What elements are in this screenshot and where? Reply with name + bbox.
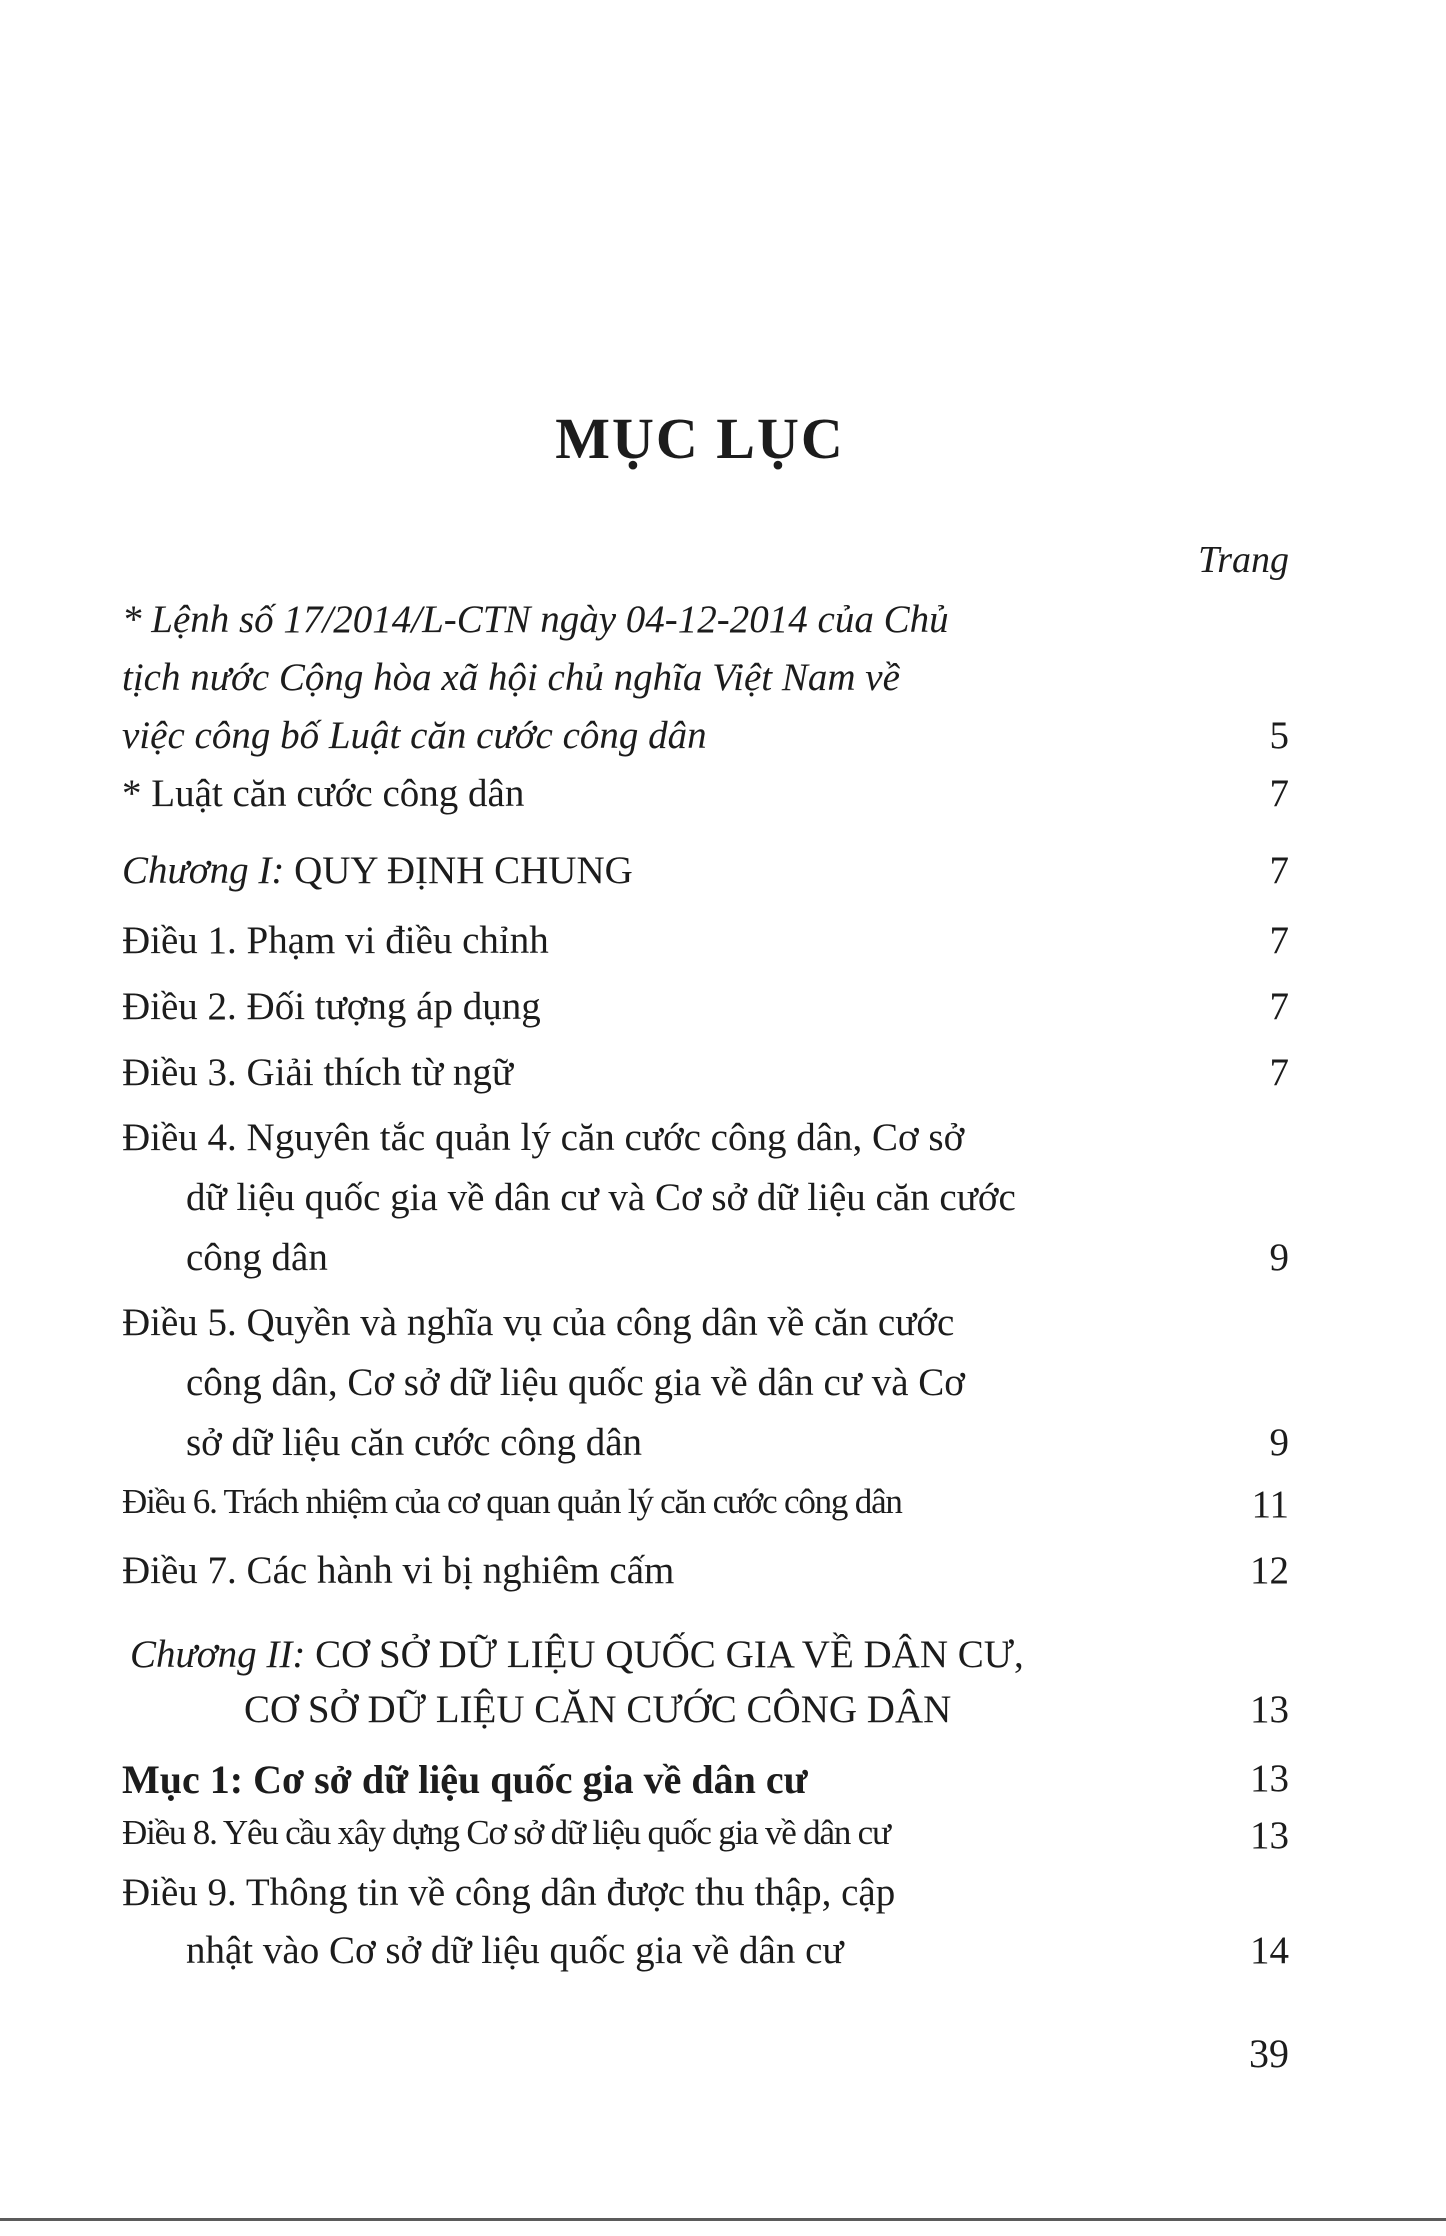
chapter-title: QUY ĐỊNH CHUNG: [284, 849, 633, 892]
toc-entry-article-4: [122, 1115, 1289, 1295]
toc-entry-page: 7: [1269, 919, 1289, 962]
toc-entry-line: việc công bố Luật căn cước công dân: [122, 714, 707, 757]
chapter-title-line: CƠ SỞ DỮ LIỆU CĂN CƯỚC CÔNG DÂN: [244, 1688, 952, 1731]
chapter-label: Chương I:: [122, 849, 285, 892]
toc-entry-article-5: [122, 1300, 1289, 1480]
toc-entry-text: Mục 1: Cơ sở dữ liệu quốc gia về dân cư: [122, 1757, 808, 1802]
toc-entry-page: 7: [1269, 849, 1289, 892]
toc-entry-page: 7: [1269, 1051, 1289, 1094]
toc-entry-line: công dân, Cơ sở dữ liệu quốc gia về dân cư và Cơ: [186, 1361, 965, 1404]
toc-entry-line: nhật vào Cơ sở dữ liệu quốc gia về dân cư: [186, 1929, 844, 1972]
toc-entry-text: Luật căn cước công dân: [151, 772, 525, 815]
toc-entry-article-6: [122, 1482, 1289, 1532]
page-title: MỤC LỤC: [555, 406, 845, 471]
toc-entry-line: Điều 9. Thông tin về công dân được thu thập, cập: [122, 1871, 896, 1914]
page-column-label: Trang: [1198, 539, 1289, 581]
toc-entry-page: 9: [1269, 1421, 1289, 1464]
toc-entry-article-7: [122, 1548, 1289, 1598]
toc-entry-page: 12: [1250, 1549, 1289, 1592]
chapter-label: Chương II:: [130, 1633, 306, 1676]
toc-entry-text: Điều 3. Giải thích từ ngữ: [122, 1051, 514, 1094]
page-number: 39: [1249, 2031, 1289, 2076]
toc-entry-text: Điều 8. Yêu cầu xây dựng Cơ sở dữ liệu quốc gia về dân cư: [122, 1813, 890, 1852]
toc-entry-text: Điều 6. Trách nhiệm của cơ quan quản lý căn cước công dân: [122, 1482, 902, 1521]
toc-section-1: [122, 1756, 1289, 1806]
page-bottom-edge: [0, 2218, 1446, 2221]
toc-entry-order: [122, 597, 1289, 767]
toc-entry-line: * Lệnh số 17/2014/L-CTN ngày 04-12-2014 của Chủ: [122, 598, 949, 641]
toc-entry-line: Điều 4. Nguyên tắc quản lý căn cước công dân, Cơ sở: [122, 1116, 965, 1159]
toc-entry-text: Điều 1. Phạm vi điều chỉnh: [122, 919, 549, 962]
toc-entry-line: tịch nước Cộng hòa xã hội chủ nghĩa Việt Nam về: [122, 656, 900, 699]
chapter-title-line: CƠ SỞ DỮ LIỆU QUỐC GIA VỀ DÂN CƯ,: [305, 1633, 1024, 1676]
toc-chapter-1: [122, 848, 1289, 898]
toc-entry-article-3: [122, 1050, 1289, 1100]
toc-entry-page: 7: [1269, 772, 1289, 815]
toc-entry-page: 7: [1269, 985, 1289, 1028]
toc-entry-page: 9: [1269, 1236, 1289, 1279]
toc-entry-page: 13: [1250, 1688, 1289, 1731]
toc-entry-line: công dân: [186, 1236, 328, 1279]
toc-entry-article-2: [122, 984, 1289, 1034]
toc-entry-page: 13: [1250, 1814, 1289, 1857]
toc-entry-line: dữ liệu quốc gia về dân cư và Cơ sở dữ liệu căn cước: [186, 1176, 1016, 1219]
toc-entry-text: Điều 7. Các hành vi bị nghiêm cấm: [122, 1549, 675, 1592]
toc-entry-law: [122, 771, 1289, 821]
toc-chapter-2: [122, 1632, 1289, 1742]
toc-entry-bullet: *: [122, 772, 152, 815]
toc-entry-page: 13: [1250, 1757, 1289, 1800]
toc-entry-line: sở dữ liệu căn cước công dân: [186, 1421, 643, 1464]
toc-entry-article-9: [122, 1870, 1289, 1980]
toc-entry-page: 5: [1269, 714, 1289, 757]
toc-entry-article-1: [122, 918, 1289, 968]
toc-entry-article-8: [122, 1813, 1289, 1863]
toc-entry-page: 14: [1250, 1929, 1289, 1972]
toc-entry-line: Điều 5. Quyền và nghĩa vụ của công dân về căn cước: [122, 1301, 955, 1344]
toc-entry-page: 11: [1251, 1483, 1289, 1526]
toc-entry-text: Điều 2. Đối tượng áp dụng: [122, 985, 541, 1028]
